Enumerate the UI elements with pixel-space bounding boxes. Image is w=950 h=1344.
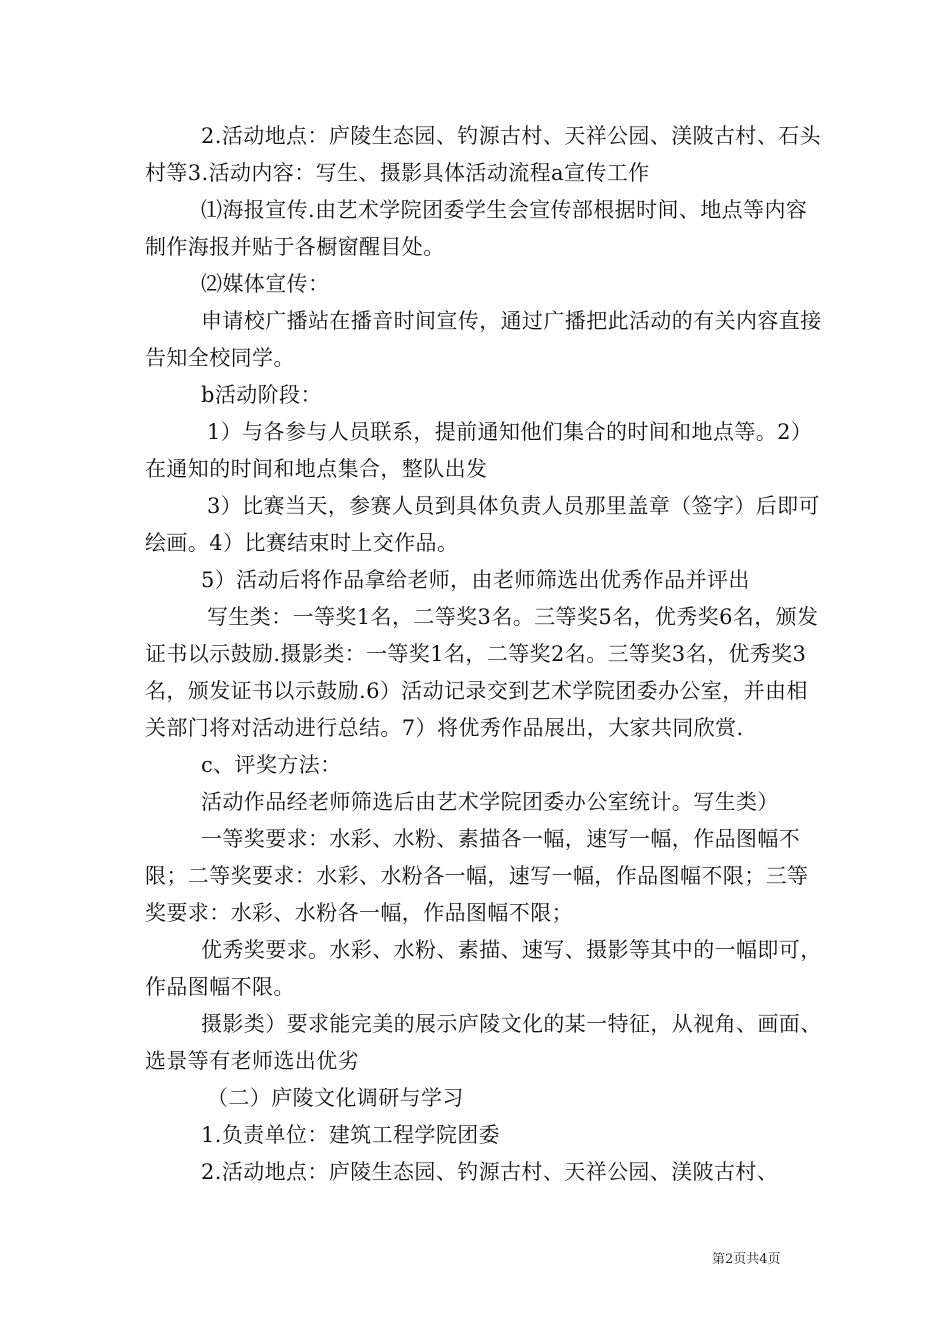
paragraph-broadcast: 申请校广播站在播音时间宣传，通过广播把此活动的有关内容直接告知全校同学。 (145, 309, 822, 370)
document-body (145, 118, 825, 1191)
paragraph-activity-stage: b活动阶段： (201, 383, 322, 407)
paragraph-responsible-unit: 1.负责单位：建筑工程学院团委 (201, 1123, 501, 1147)
paragraph-awards: 写生类：一等奖1名，二等奖3名。三等奖5名，优秀奖6名，颁发证书以示鼓励.摄影类：一等奖1名，二等奖2名。三等奖3名，优秀奖3名，颁发证书以示鼓励.6）活动记录交到艺术学院团委办公室，并由相关部门将对活动进行总结。7）将优秀作品展出，大家共同欣赏. (145, 605, 819, 740)
paragraph-prize-requirements: 一等奖要求：水彩、水粉、素描各一幅，速写一幅，作品图幅不限；二等奖要求：水彩、水粉各一幅，速写一幅，作品图幅不限；三等奖要求：水彩、水粉各一幅，作品图幅不限； (145, 827, 809, 925)
paragraph-poster-promotion: ⑴海报宣传.由艺术学院团委学生会宣传部根据时间、地点等内容制作海报并贴于各橱窗醒目处。 (145, 198, 808, 259)
paragraph-activity-location: 2.活动地点：庐陵生态园、钓源古村、天祥公园、渼陂古村、石头村等3.活动内容：写生、摄影具体活动流程a宣传工作 (145, 124, 822, 185)
paragraph-excellence-requirements: 优秀奖要求。水彩、水粉、素描、速写、摄影等其中的一幅即可，作品图幅不限。 (145, 938, 822, 999)
paragraph-step-3-4: 3）比赛当天，参赛人员到具体负责人员那里盖章（签字）后即可绘画。4）比赛结束时上交作品。 (145, 494, 820, 555)
section-heading-research: （二）庐陵文化调研与学习 (207, 1086, 464, 1110)
paragraph-judging-method: c、评奖方法： (201, 753, 342, 777)
paragraph-media-promotion: ⑵媒体宣传： (201, 272, 330, 296)
paragraph-photography: 摄影类）要求能完美的展示庐陵文化的某一特征，从视角、画面、选景等有老师选出优劣 (145, 1012, 822, 1073)
paragraph-activity-location-2: 2.活动地点：庐陵生态园、钓源古村、天祥公园、渼陂古村、 (201, 1160, 779, 1184)
paragraph-step-1-2: 1）与各参与人员联系，提前通知他们集合的时间和地点等。2）在通知的时间和地点集合，整队出发 (145, 420, 813, 481)
paragraph-step-5: 5）活动后将作品拿给老师，由老师筛选出优秀作品并评出 (201, 568, 750, 592)
paragraph-screening: 活动作品经老师筛选后由艺术学院团委办公室统计。写生类） (201, 790, 779, 814)
page-number: 第2页共4页 (712, 1252, 781, 1267)
